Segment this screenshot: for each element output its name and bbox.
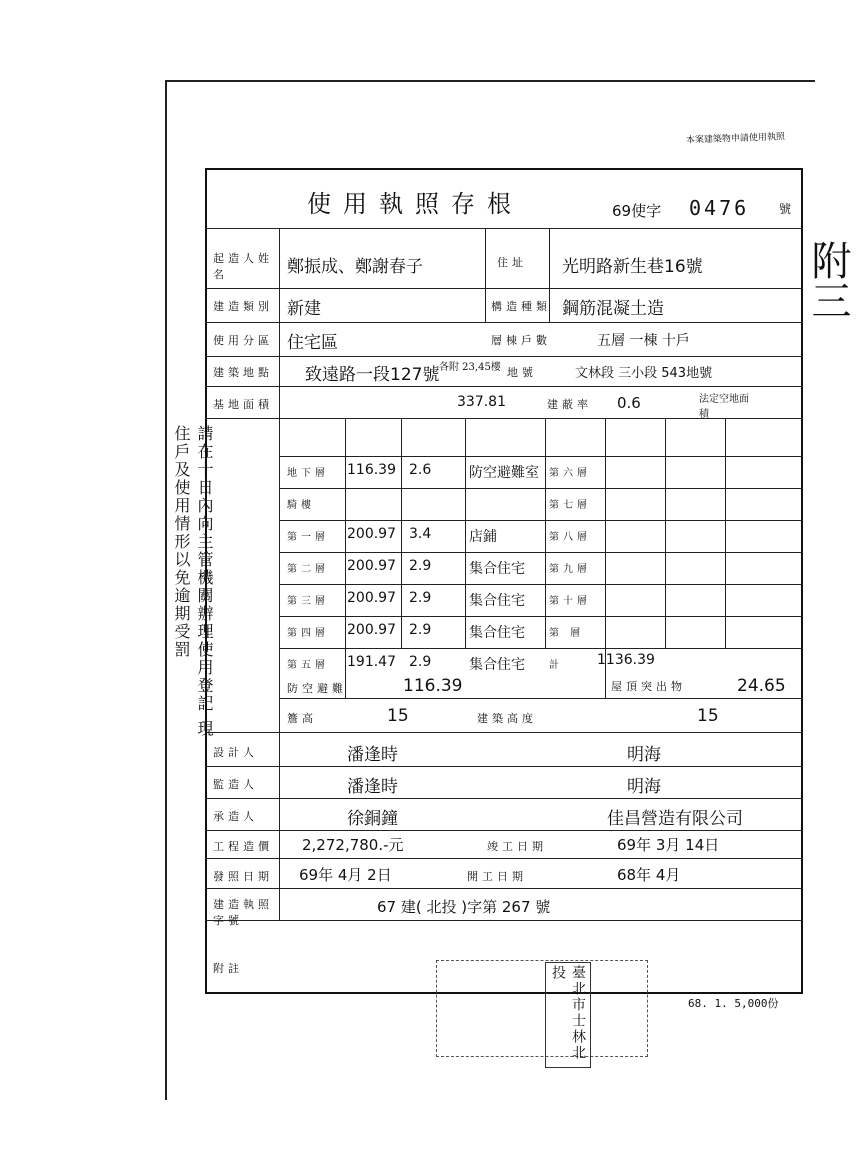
coverage-value: 0.6 (617, 394, 641, 412)
structure-label: 構造種類 (491, 300, 551, 313)
floors-value: 五層 一棟 十戶 (597, 333, 690, 349)
area-label: 基地面積 (213, 398, 273, 411)
top-stamp: 本案建築物申請使用執照 (685, 132, 786, 146)
floor-area: 200.97 (347, 558, 396, 574)
complete-label: 竣工日期 (487, 840, 547, 853)
address-label: 住址 (497, 256, 527, 269)
site-extra: 各附 23,45樓 (439, 362, 501, 373)
shelter-under: 116.39 (403, 676, 463, 696)
floor-use: 防空避難室 (469, 465, 539, 481)
supervisor-office: 明海 (627, 777, 661, 797)
floor-use: 集合住宅 (469, 593, 525, 609)
floor-height: 2.9 (409, 654, 432, 670)
permit-form (205, 168, 803, 994)
applicant-label: 起造人姓名 (213, 252, 273, 281)
permit-label: 建造執照字號 (213, 898, 273, 927)
floor-name: 第一層 (287, 532, 329, 543)
seal-box (436, 960, 648, 1057)
floor-height: 3.4 (409, 526, 432, 542)
floor-area: 200.97 (347, 622, 396, 638)
permit-suffix: 號 (779, 202, 792, 216)
floor-use: 集合住宅 (469, 657, 525, 673)
floor-area: 191.47 (347, 654, 396, 670)
zone-label: 使用分區 (213, 334, 273, 347)
floor-right-name: 計 (549, 660, 563, 671)
total-area: 1136.39 (597, 652, 655, 668)
zone-value: 住宅區 (287, 333, 338, 353)
designer-office: 明海 (627, 745, 661, 765)
floor-area: 200.97 (347, 590, 396, 606)
roof-label: 屋頂突出物 (611, 680, 686, 693)
floor-name: 第五層 (287, 660, 329, 671)
floor-right-name: 第六層 (549, 468, 591, 479)
land-value: 文林段 三小段 543地號 (575, 366, 713, 381)
build-type-label: 建造類別 (213, 300, 273, 313)
legal-label: 法定空地面積 (699, 394, 749, 420)
permit-year-prefix: 69使字 (612, 202, 662, 220)
floor-height: 2.9 (409, 590, 432, 606)
permit-value: 67 建( 北投 )字第 267 號 (377, 898, 551, 916)
site-label: 建築地點 (213, 366, 273, 379)
floor-use: 集合住宅 (469, 561, 525, 577)
eaves-value: 15 (387, 706, 409, 726)
floor-right-name: 第七層 (549, 500, 591, 511)
note-label: 附註 (213, 962, 243, 975)
floor-right-name: 第 層 (549, 628, 585, 639)
shelter-label: 防空避難 (287, 682, 347, 695)
form-title: 使用執照存根 (307, 190, 523, 218)
floor-use: 店鋪 (469, 529, 497, 545)
floor-name: 地下層 (287, 468, 329, 479)
area-other: 337.81 (457, 394, 506, 410)
floor-height: 2.9 (409, 622, 432, 638)
roof-value: 24.65 (737, 676, 786, 696)
cost-label: 工程造價 (213, 840, 273, 853)
side-note: 請在十日內向主管機關辦理使用登記 現住戶及使用情形以免逾期受罰 (172, 425, 214, 739)
footer-print-run: 68. 1. 5,000份 (688, 997, 779, 1010)
supervisor-name: 潘逢時 (347, 777, 398, 797)
issue-value: 69年 4月 2日 (299, 866, 392, 884)
floor-name: 騎樓 (287, 500, 315, 511)
designer-name: 潘逢時 (347, 745, 398, 765)
structure-value: 鋼筋混凝土造 (562, 299, 664, 319)
contractor-label: 承造人 (213, 810, 258, 823)
floor-name: 第四層 (287, 628, 329, 639)
floor-use: 集合住宅 (469, 625, 525, 641)
coverage-label: 建蔽率 (547, 398, 592, 411)
floor-name: 第三層 (287, 596, 329, 607)
right-edge-text: 附三 (805, 240, 851, 320)
height-label: 建築高度 (477, 712, 537, 725)
height-value: 15 (697, 706, 719, 726)
floor-area: 116.39 (347, 462, 396, 478)
complete-value: 69年 3月 14日 (617, 836, 720, 854)
land-label: 地號 (507, 366, 537, 379)
build-type-value: 新建 (287, 299, 321, 319)
site-value: 致遠路一段127號 (305, 365, 440, 385)
designer-label: 設計人 (213, 746, 258, 759)
supervisor-label: 監造人 (213, 778, 258, 791)
floor-name: 第二層 (287, 564, 329, 575)
contractor-name: 徐銅鐘 (347, 809, 398, 829)
address-value: 光明路新生巷16號 (562, 257, 703, 277)
contractor-company: 佳昌營造有限公司 (607, 809, 743, 829)
floor-height: 2.6 (409, 462, 432, 478)
floor-right-name: 第十層 (549, 596, 591, 607)
issue-label: 發照日期 (213, 870, 273, 883)
applicant-value: 鄭振成、鄭謝春子 (287, 257, 423, 277)
eaves-label: 簷高 (287, 712, 317, 725)
floor-height: 2.9 (409, 558, 432, 574)
permit-number: 0476 (689, 196, 750, 220)
floor-area: 200.97 (347, 526, 396, 542)
floors-label: 層棟戶數 (491, 334, 551, 347)
cost-value: 2,272,780.-元 (302, 836, 404, 854)
floor-right-name: 第九層 (549, 564, 591, 575)
start-label: 開工日期 (467, 870, 527, 883)
bottom-stamp: 臺北市士林北投 (545, 962, 591, 1068)
floor-right-name: 第八層 (549, 532, 591, 543)
start-value: 68年 4月 (617, 866, 681, 884)
